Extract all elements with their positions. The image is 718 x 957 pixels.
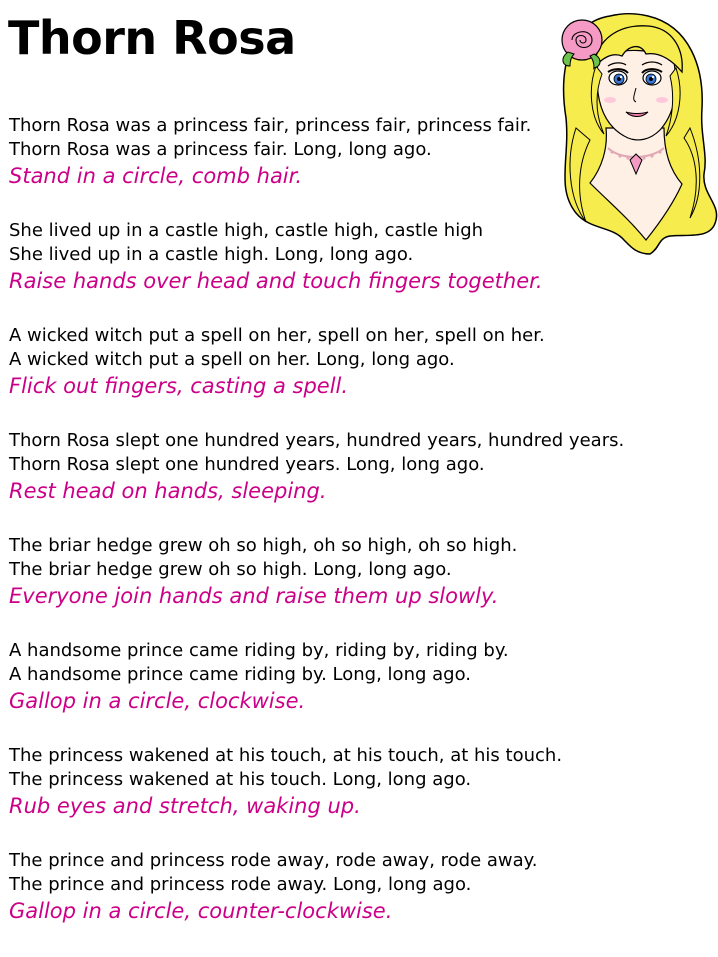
verse-line: She lived up in a castle high. Long, long ago. [9, 244, 414, 265]
action-instruction: Flick out fingers, casting a spell. [9, 374, 349, 398]
verse-line: The prince and princess rode away, rode away, rode away. [9, 850, 538, 871]
verse-line: A wicked witch put a spell on her. Long, long ago. [9, 349, 455, 370]
verse [9, 639, 709, 716]
verse-line: Thorn Rosa slept one hundred years. Long, long ago. [9, 454, 485, 475]
verse-line: A handsome prince came riding by. Long, long ago. [9, 664, 471, 685]
verse-line: Thorn Rosa was a princess fair. Long, long ago. [9, 139, 432, 160]
action-instruction: Gallop in a circle, counter-clockwise. [9, 899, 393, 923]
verse-line: Thorn Rosa was a princess fair, princess fair, princess fair. [9, 115, 532, 136]
verse-line: The briar hedge grew oh so high, oh so high, oh so high. [9, 535, 518, 556]
verse [9, 114, 709, 191]
verse-line: Thorn Rosa slept one hundred years, hundred years, hundred years. [9, 430, 625, 451]
verse [9, 429, 709, 506]
verse [9, 744, 709, 821]
verse-line: She lived up in a castle high, castle high, castle high [9, 220, 484, 241]
action-instruction: Rest head on hands, sleeping. [9, 479, 327, 503]
verse-line: The prince and princess rode away. Long, long ago. [9, 874, 472, 895]
song-verses [9, 114, 709, 954]
action-instruction: Gallop in a circle, clockwise. [9, 689, 306, 713]
verse-line: A handsome prince came riding by, riding by, riding by. [9, 640, 509, 661]
page-title: Thorn Rosa [8, 11, 296, 65]
verse-line: The briar hedge grew oh so high. Long, long ago. [9, 559, 452, 580]
verse [9, 534, 709, 611]
verse-line: The princess wakened at his touch. Long, long ago. [9, 769, 472, 790]
verse-line: The princess wakened at his touch, at his touch, at his touch. [9, 745, 563, 766]
verse-line: A wicked witch put a spell on her, spell on her, spell on her. [9, 325, 545, 346]
action-instruction: Stand in a circle, comb hair. [9, 164, 303, 188]
verse [9, 324, 709, 401]
action-instruction: Rub eyes and stretch, waking up. [9, 794, 361, 818]
action-instruction: Raise hands over head and touch fingers together. [9, 269, 543, 293]
action-instruction: Everyone join hands and raise them up slowly. [9, 584, 499, 608]
verse [9, 219, 709, 296]
verse [9, 849, 709, 926]
